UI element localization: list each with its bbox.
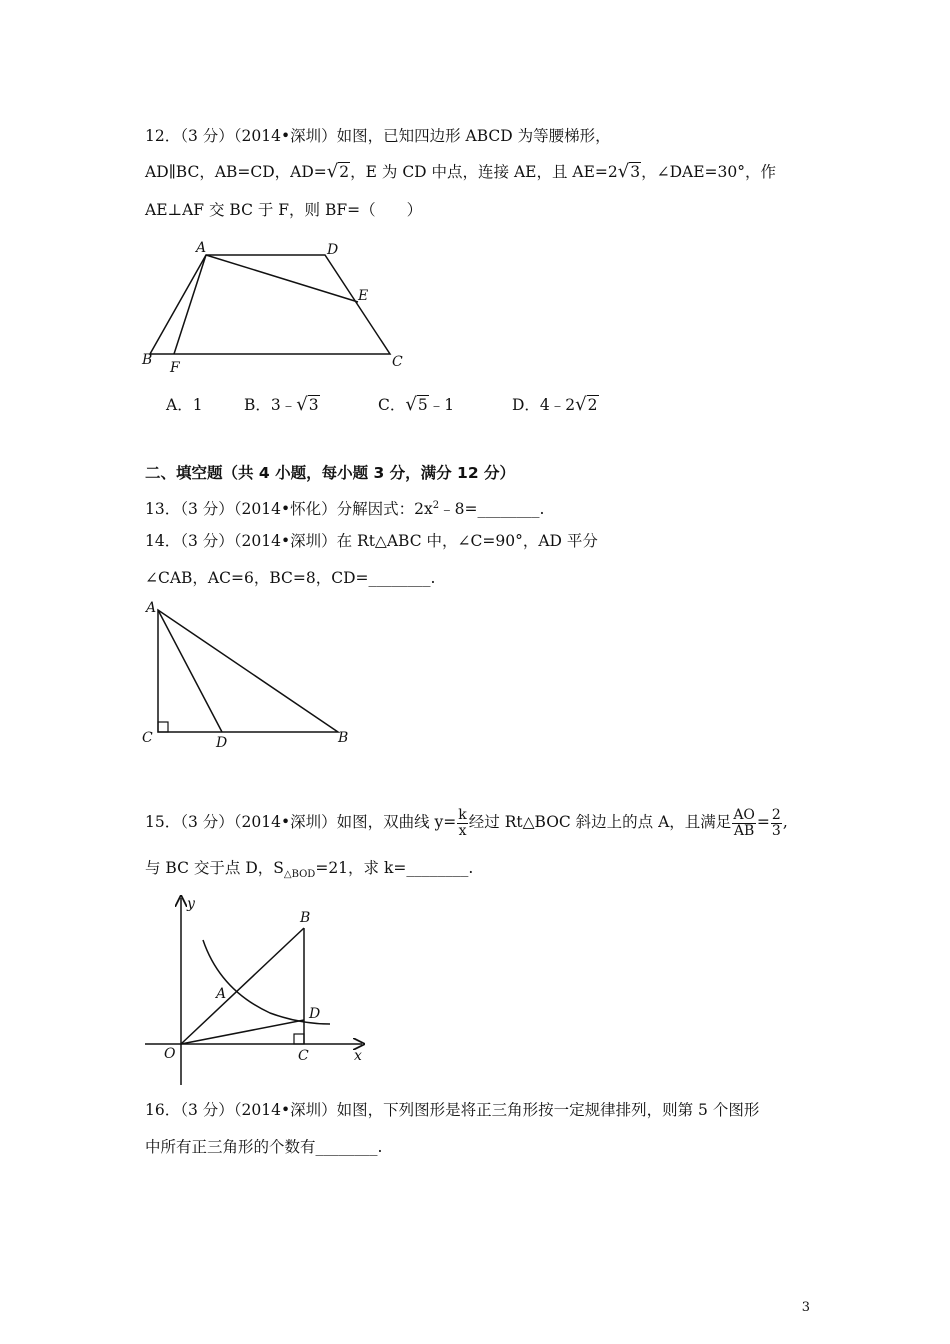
right-angle-mark xyxy=(158,722,168,732)
label-c: C xyxy=(142,730,153,746)
q12-line2-c: ，∠DAE=30°，作 xyxy=(641,163,777,181)
label-b: B xyxy=(300,910,311,926)
q14-line1: 14．（3 分）（2014•深圳）在 Rt△ABC 中，∠C=90°，AD 平分 xyxy=(145,532,598,550)
sqrt-3-radical: √3 xyxy=(296,394,319,415)
label-x: x xyxy=(354,1048,362,1064)
label-a: A xyxy=(146,600,157,616)
hyperbola-figure xyxy=(140,890,380,1090)
q14-line2: ∠CAB，AC=6，BC=8，CD=________. xyxy=(145,569,436,587)
label-b: B xyxy=(338,730,349,746)
right-angle-mark xyxy=(294,1034,304,1044)
q12-line1: 12．（3 分）（2014•深圳）如图，已知四边形 ABCD 为等腰梯形， xyxy=(145,127,611,145)
fraction-k-over-x: $\frac{k}{x}$ xyxy=(458,806,467,839)
label-f: F xyxy=(170,360,180,376)
q15-line2: 与 BC 交于点 D，$S_{\triangle BOD}=21$，求 k=________. xyxy=(145,859,474,881)
fraction-2-over-3: $\frac{2}{3}$ xyxy=(771,806,781,839)
label-d: D xyxy=(327,242,339,258)
sqrt-2-radical: √2 xyxy=(326,161,350,182)
label-o: O xyxy=(164,1046,176,1062)
label-c: C xyxy=(392,354,403,370)
label-c: C xyxy=(298,1048,309,1064)
sqrt-5-radical: √5 xyxy=(405,394,428,415)
segment-ob xyxy=(181,928,304,1044)
trapezoid-figure xyxy=(140,238,410,378)
label-e: E xyxy=(358,288,369,304)
q15-line1: 15．（3 分）（2014•深圳）如图，双曲线 y= $\frac{k}{x}$ 经过 Rt△BOC 斜边上的点 A，且满足 $\frac{AO}{AB}$ = $\frac{2}{3}$ , xyxy=(145,806,788,839)
section-fill-in-blank: 二、填空题（共 4 小题，每小题 3 分，满分 12 分） xyxy=(145,464,516,482)
label-a: A xyxy=(196,240,207,256)
trapezoid-outline xyxy=(150,255,390,354)
sqrt-3-radical: √3 xyxy=(617,161,641,182)
segment-od xyxy=(181,1020,304,1044)
segment-ae xyxy=(206,255,358,302)
q12-option-c: C．√5﹣1 xyxy=(378,394,455,415)
label-y: y xyxy=(187,896,195,912)
sqrt-2-radical: √2 xyxy=(575,394,598,415)
q12-line2-b: ，E 为 CD 中点，连接 AE，且 AE=2 xyxy=(350,163,618,181)
page-number: 3 xyxy=(801,1300,810,1315)
label-a: A xyxy=(216,986,227,1002)
q12-option-a: A．1 xyxy=(166,396,203,414)
q16-line2: 中所有正三角形的个数有________. xyxy=(145,1138,383,1156)
q16-line1: 16．（3 分）（2014•深圳）如图，下列图形是将正三角形按一定规律排列，则第 5 个图形 xyxy=(145,1101,760,1119)
q12-option-d: D．4﹣2√2 xyxy=(512,394,598,415)
q12-option-b: B．3﹣√3 xyxy=(244,394,319,415)
label-d: D xyxy=(309,1006,321,1022)
label-b: B xyxy=(142,352,153,368)
segment-ad xyxy=(158,610,222,732)
q12-line3: AE⊥AF 交 BC 于 F，则 BF=（ ） xyxy=(145,201,423,219)
right-triangle-figure xyxy=(140,598,370,753)
q13: 13．（3 分）（2014•怀化）分解因式：$2x^2﹣8=\_\_\_\_\_\_\_\_$. xyxy=(145,500,545,519)
label-d: D xyxy=(216,735,228,751)
fraction-ao-over-ab: $\frac{AO}{AB}$ xyxy=(733,806,755,839)
triangle-abc xyxy=(158,610,338,732)
q12-line2 xyxy=(145,162,776,182)
q12-line2-a: AD∥BC，AB=CD，AD= xyxy=(145,163,327,181)
